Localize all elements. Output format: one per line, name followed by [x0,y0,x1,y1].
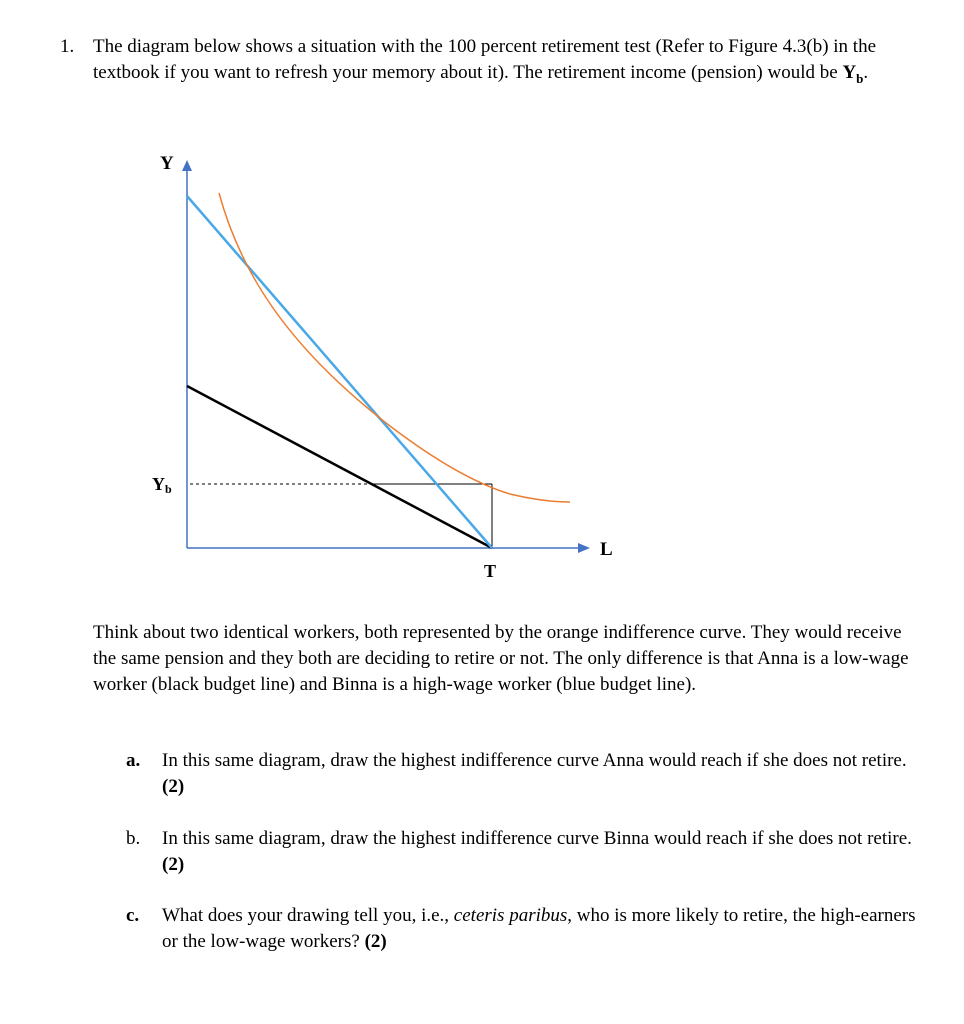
item-b-marker: b. [126,828,141,849]
y-axis-arrowhead [182,160,192,171]
sub-question-b [93,826,923,878]
x-axis-arrowhead [578,543,590,553]
item-c-italic-phrase: ceteris paribus [453,905,568,926]
retirement-income-symbol: $Y_b$ [842,62,864,86]
item-b-points: (2) [162,854,185,875]
item-c-marker: c. [126,905,140,926]
question-number: 1. [60,36,75,57]
y-axis-label: Y [160,153,174,174]
sub-question-c [93,903,923,955]
x-axis-label: L [600,539,613,560]
t-tick-label: T [484,561,497,581]
question-intro-end: . [863,62,869,83]
item-c-points: (2) [364,931,387,952]
item-c-text-after: , who is more likely to retire, the high-earners or the low-wage workers? [162,905,916,952]
item-a-points: (2) [162,776,185,797]
anna-budget-line [187,386,492,548]
yb-tick-label: Yb [152,474,172,496]
item-c-text-before: What does your drawing tell you, i.e., [162,905,454,926]
indifference-curve [219,193,570,502]
item-a-marker: a. [126,750,141,771]
scenario-paragraph: Think about two identical workers, both represented by the orange indifference curve. They would receive the same pension and they both are deciding to retire or not. The only difference is that Anna is a low-wage worker (black budget line) and Binna is a high-wage worker (blue budget line). [93,622,909,695]
question-intro-text: The diagram below shows a situation with the 100 percent retirement test (Refer to Figure 4.3(b) in the textbook if you want to refresh your memory about it). The retirement income (pension) would be [93,36,877,83]
sub-question-a [93,748,923,800]
item-a-text: In this same diagram, draw the highest indifference curve Anna would reach if she does not retire. [162,750,907,771]
binna-budget-line [187,196,492,548]
item-b-text: In this same diagram, draw the highest indifference curve Binna would reach if she does not retire. [162,828,912,849]
